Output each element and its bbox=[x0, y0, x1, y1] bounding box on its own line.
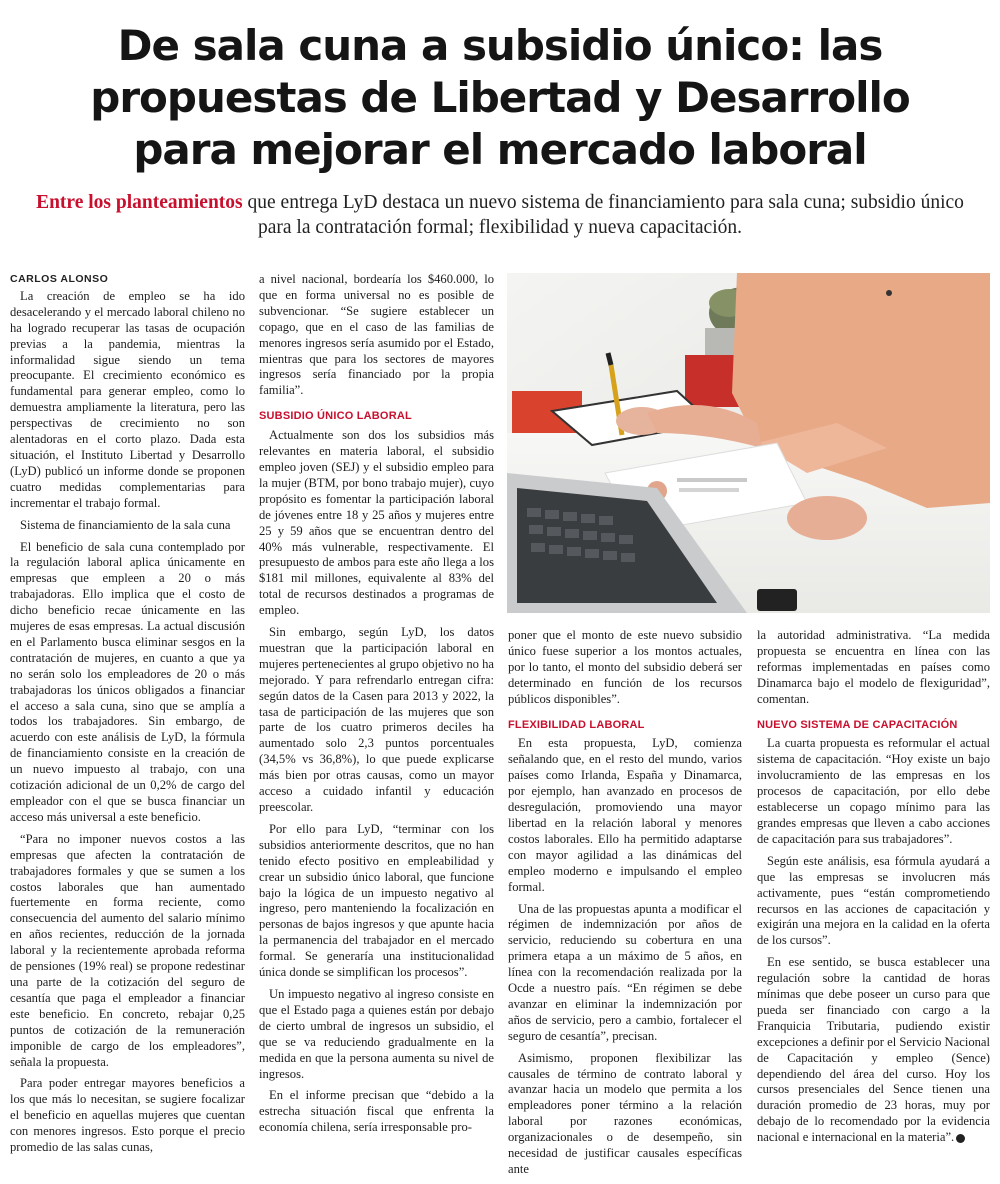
paragraph: Por ello para LyD, “terminar con los subsidios anteriormente descritos, que no han tenido efecto positivo en empleabilidad y crear un subsidio único laboral, que funcione bajo la lógica de un impuesto negativo al ingreso, pero manteniendo la focalización en personas de bajos ingresos y que apunte hacia la permanencia del trabajador en el mercado formal. Se generaría una institucionalidad única donde se simplifican los procesos”. bbox=[259, 821, 494, 980]
lead-highlight: Entre los planteamientos bbox=[36, 192, 243, 213]
article-column-1 bbox=[10, 272, 245, 1162]
section-heading-capacitacion: NUEVO SISTEMA DE CAPACITACIÓN bbox=[757, 718, 958, 731]
byline: CARLOS ALONSO bbox=[10, 273, 109, 285]
paragraph: Asimismo, proponen flexibilizar las causales de término de contrato laboral y avanzar hacia un modelo que permita a los empleadores poner término a la relación laboral por razones económicas, organizacionales o de desempeño, sin necesidad de justificar causales específicas ante bbox=[508, 1050, 742, 1176]
headline: De sala cuna a subsidio único: las propuestas de Libertad y Desarrollo para mejorar el mercado laboral bbox=[90, 21, 910, 174]
article-column-2 bbox=[259, 272, 494, 1142]
paragraph: Una de las propuestas apunta a modificar el régimen de indemnización por años de servicio, reduciendo su cobertura en una primera etapa a un máximo de 5 años, en línea con la recomendación realizada por la Ocde a nuestro país. “En régimen se debe avanzar en eliminar la indemnización por años de servicio, pero a cambio, fortalecer el seguro de cesantía”, precisan. bbox=[508, 901, 742, 1043]
lead-paragraph bbox=[20, 190, 980, 240]
paragraph: Según este análisis, esa fórmula ayudará a que las empresas se involucren más activamente, pues “están comprometiendo recursos en las acciones de capacitación y exigirán una mejora en la calidad en la oferta de los cursos”. bbox=[757, 853, 990, 948]
paragraph: “Para no imponer nuevos costos a las empresas que afecten la contratación de trabajadores formales y que se sumen a los costos laborales que han aumentado fuertemente en forma reciente, como consecuencia del aumento del salario mínimo en años recientes, reducción de la jornada laboral y la recientemente aprobada reforma de pensiones (19% real) se propone redestinar una parte de la cotización del seguro de cesantía que paga el empleador a financiar este beneficio. En concreto, rebajar 0,25 puntos de cotización de la remuneración imponible de cargo de los empleadores”, señala la propuesta. bbox=[10, 831, 245, 1069]
paragraph: poner que el monto de este nuevo subsidio único fuese superior a los montos actuales, por lo tanto, el monto del subsidio deberá ser determinado en función de los recursos públicos disponibles”. bbox=[508, 628, 742, 706]
paragraph: la autoridad administrativa. “La medida propuesta se encuentra en línea con las reformas implementadas en países como Dinamarca bajo el modelo de flexiguridad”, comentan. bbox=[757, 628, 990, 706]
article-column-4 bbox=[757, 628, 990, 1152]
lead-text: que entrega LyD destaca un nuevo sistema de financiamiento para sala cuna; subsidio único para la contratación formal; flexibilidad y nueva capacitación. bbox=[242, 192, 964, 238]
paragraph-text: En ese sentido, se busca establecer una regulación sobre la cantidad de horas mínimas que debe poseer un curso para que pueda ser financiado con cargo a la Franquicia Tributaria, pudiendo existir excepciones a definir por el Servicio Nacional de Capacitación y empleo (Sence) dependiendo del área del curso. Hoy los cursos presenciales del Sence tienen una duración promedio de 23 horas, muy por debajo de lo recomendado por la evidencia nacional e internacional en la materia”. bbox=[757, 955, 990, 1145]
paragraph: Un impuesto negativo al ingreso consiste en que el Estado paga a quienes están por debajo de cierto umbral de ingresos un subsidio, el que se va reduciendo gradualmente en la medida en que la persona aumenta su nivel de ingresos. bbox=[259, 986, 494, 1081]
paragraph: La creación de empleo se ha ido desacelerando y el mercado laboral chileno no ha logrado recuperar las tasas de ocupación previas a la pandemia, mientras la informalidad sigue siendo un tema preocupante. El crecimiento económico es fundamental para generar empleo, como lo demuestra ampliamente la literatura, pero las perspectivas de crecimiento no son alentadoras en el corto plazo. Dada esta situación, el Instituto Libertad y Desarrollo (LyD) publicó un informe donde se proponen cuatro medidas complementarias para incrementar el trabajo formal. bbox=[10, 288, 245, 510]
woman-writing-at-laptop-photo-icon bbox=[507, 273, 990, 613]
end-of-article-icon bbox=[956, 1134, 965, 1143]
paragraph: En esta propuesta, LyD, comienza señalando que, en el resto del mundo, varios países como Irlanda, España y Dinamarca, por ejemplo, han avanzado en procesos de desregulación, promoviendo una mayor libertad en la relación laboral y menores costos laborales. Ello ha permitido adaptarse con mayor agilidad a las dinámicas del empleo moderno e impulsando el empleo formal. bbox=[508, 736, 742, 894]
paragraph: En el informe precisan que “debido a la estrecha situación fiscal que enfrenta la economía chilena, sería irresponsable pro- bbox=[259, 1088, 494, 1135]
paragraph: Sin embargo, según LyD, los datos muestran que la participación laboral en mujeres pertenecientes al grupo objetivo no ha mejorado. Y para refrendarlo entregan cifra: según datos de la Casen para 2013 y 2022, la tasa de participación de las mujeres que son parte de los cuatro primeros deciles ha aumentado solo 2,3 puntos porcentuales (34,5% vs 36,8%), lo que puede explicarse más bien por otras causas, como un mayor acceso a cuidado infantil y educación preescolar. bbox=[259, 625, 495, 814]
paragraph bbox=[757, 955, 990, 1146]
paragraph: Sistema de financiamiento de la sala cuna bbox=[20, 517, 231, 532]
paragraph: La cuarta propuesta es reformular el actual sistema de capacitación. “Hoy existe un bajo involucramiento de las empresas en los procesos de capacitación, por ello debe establecerse un copago mínimo para las grandes empresas que lleven a cabo acciones de capacitación para sus trabajadores”. bbox=[757, 736, 990, 846]
section-heading-subsidio: SUBSIDIO ÚNICO LABORAL bbox=[259, 410, 412, 423]
article-column-3 bbox=[508, 628, 742, 1184]
section-heading-flexibilidad: FLEXIBILIDAD LABORAL bbox=[508, 718, 645, 731]
paragraph: Para poder entregar mayores beneficios a los que más lo necesitan, se sugiere focalizar el beneficio en aquellas mujeres que cuentan con menores ingresos. Esto porque el precio promedio de las salas cunas, bbox=[10, 1076, 245, 1155]
paragraph: a nivel nacional, bordearía los $460.000, lo que en forma universal no es posible de subvencionar. “Se sugiere establecer un copago, que en el caso de las familias de menores ingresos sería asumido por el Estado, mientras que para los sectores de mayores ingresos sería financiado por la propia familia”. bbox=[259, 272, 494, 398]
paragraph: El beneficio de sala cuna contemplado por la regulación laboral aplica únicamente en empresas que empleen a 20 o más trabajadoras. Ello implica que el costo de dicho beneficio recae únicamente en las mujeres de esas empresas. La actual discusión en el Parlamento busca eliminar sesgos en la contratación de mujeres, en cuanto a que ya no serán solo los empleadores de 20 o más trabajadoras los únicos obligados a financiar el acceso a sala cuna, sino que se amplía a todos los trabajadores. Sin embargo, de acuerdo con este análisis de LyD, la fórmula de financiamiento consiste en la creación de un nuevo impuesto al trabajo, con una cotización adicional de un 0,2% de cargo del empleador con el que se busca financiar un acceso más universal a este beneficio. bbox=[10, 539, 245, 824]
paragraph: Actualmente son dos los subsidios más relevantes en materia laboral, el subsidio empleo joven (SEJ) y el subsidio empleo para la mujer (BTM, por bono trabajo mujer), cuyo propósito es fomentar la participación laboral de jóvenes entre 18 y 25 años y mujeres entre 25 y 59 años que se encuentran dentro del 40% más vulnerable, respectivamente. El presupuesto de ambos para este año llega a los $181 mil millones, equivalente al 83% del total de recursos destinados a programas de empleo. bbox=[259, 428, 494, 618]
article-photo bbox=[507, 273, 990, 613]
